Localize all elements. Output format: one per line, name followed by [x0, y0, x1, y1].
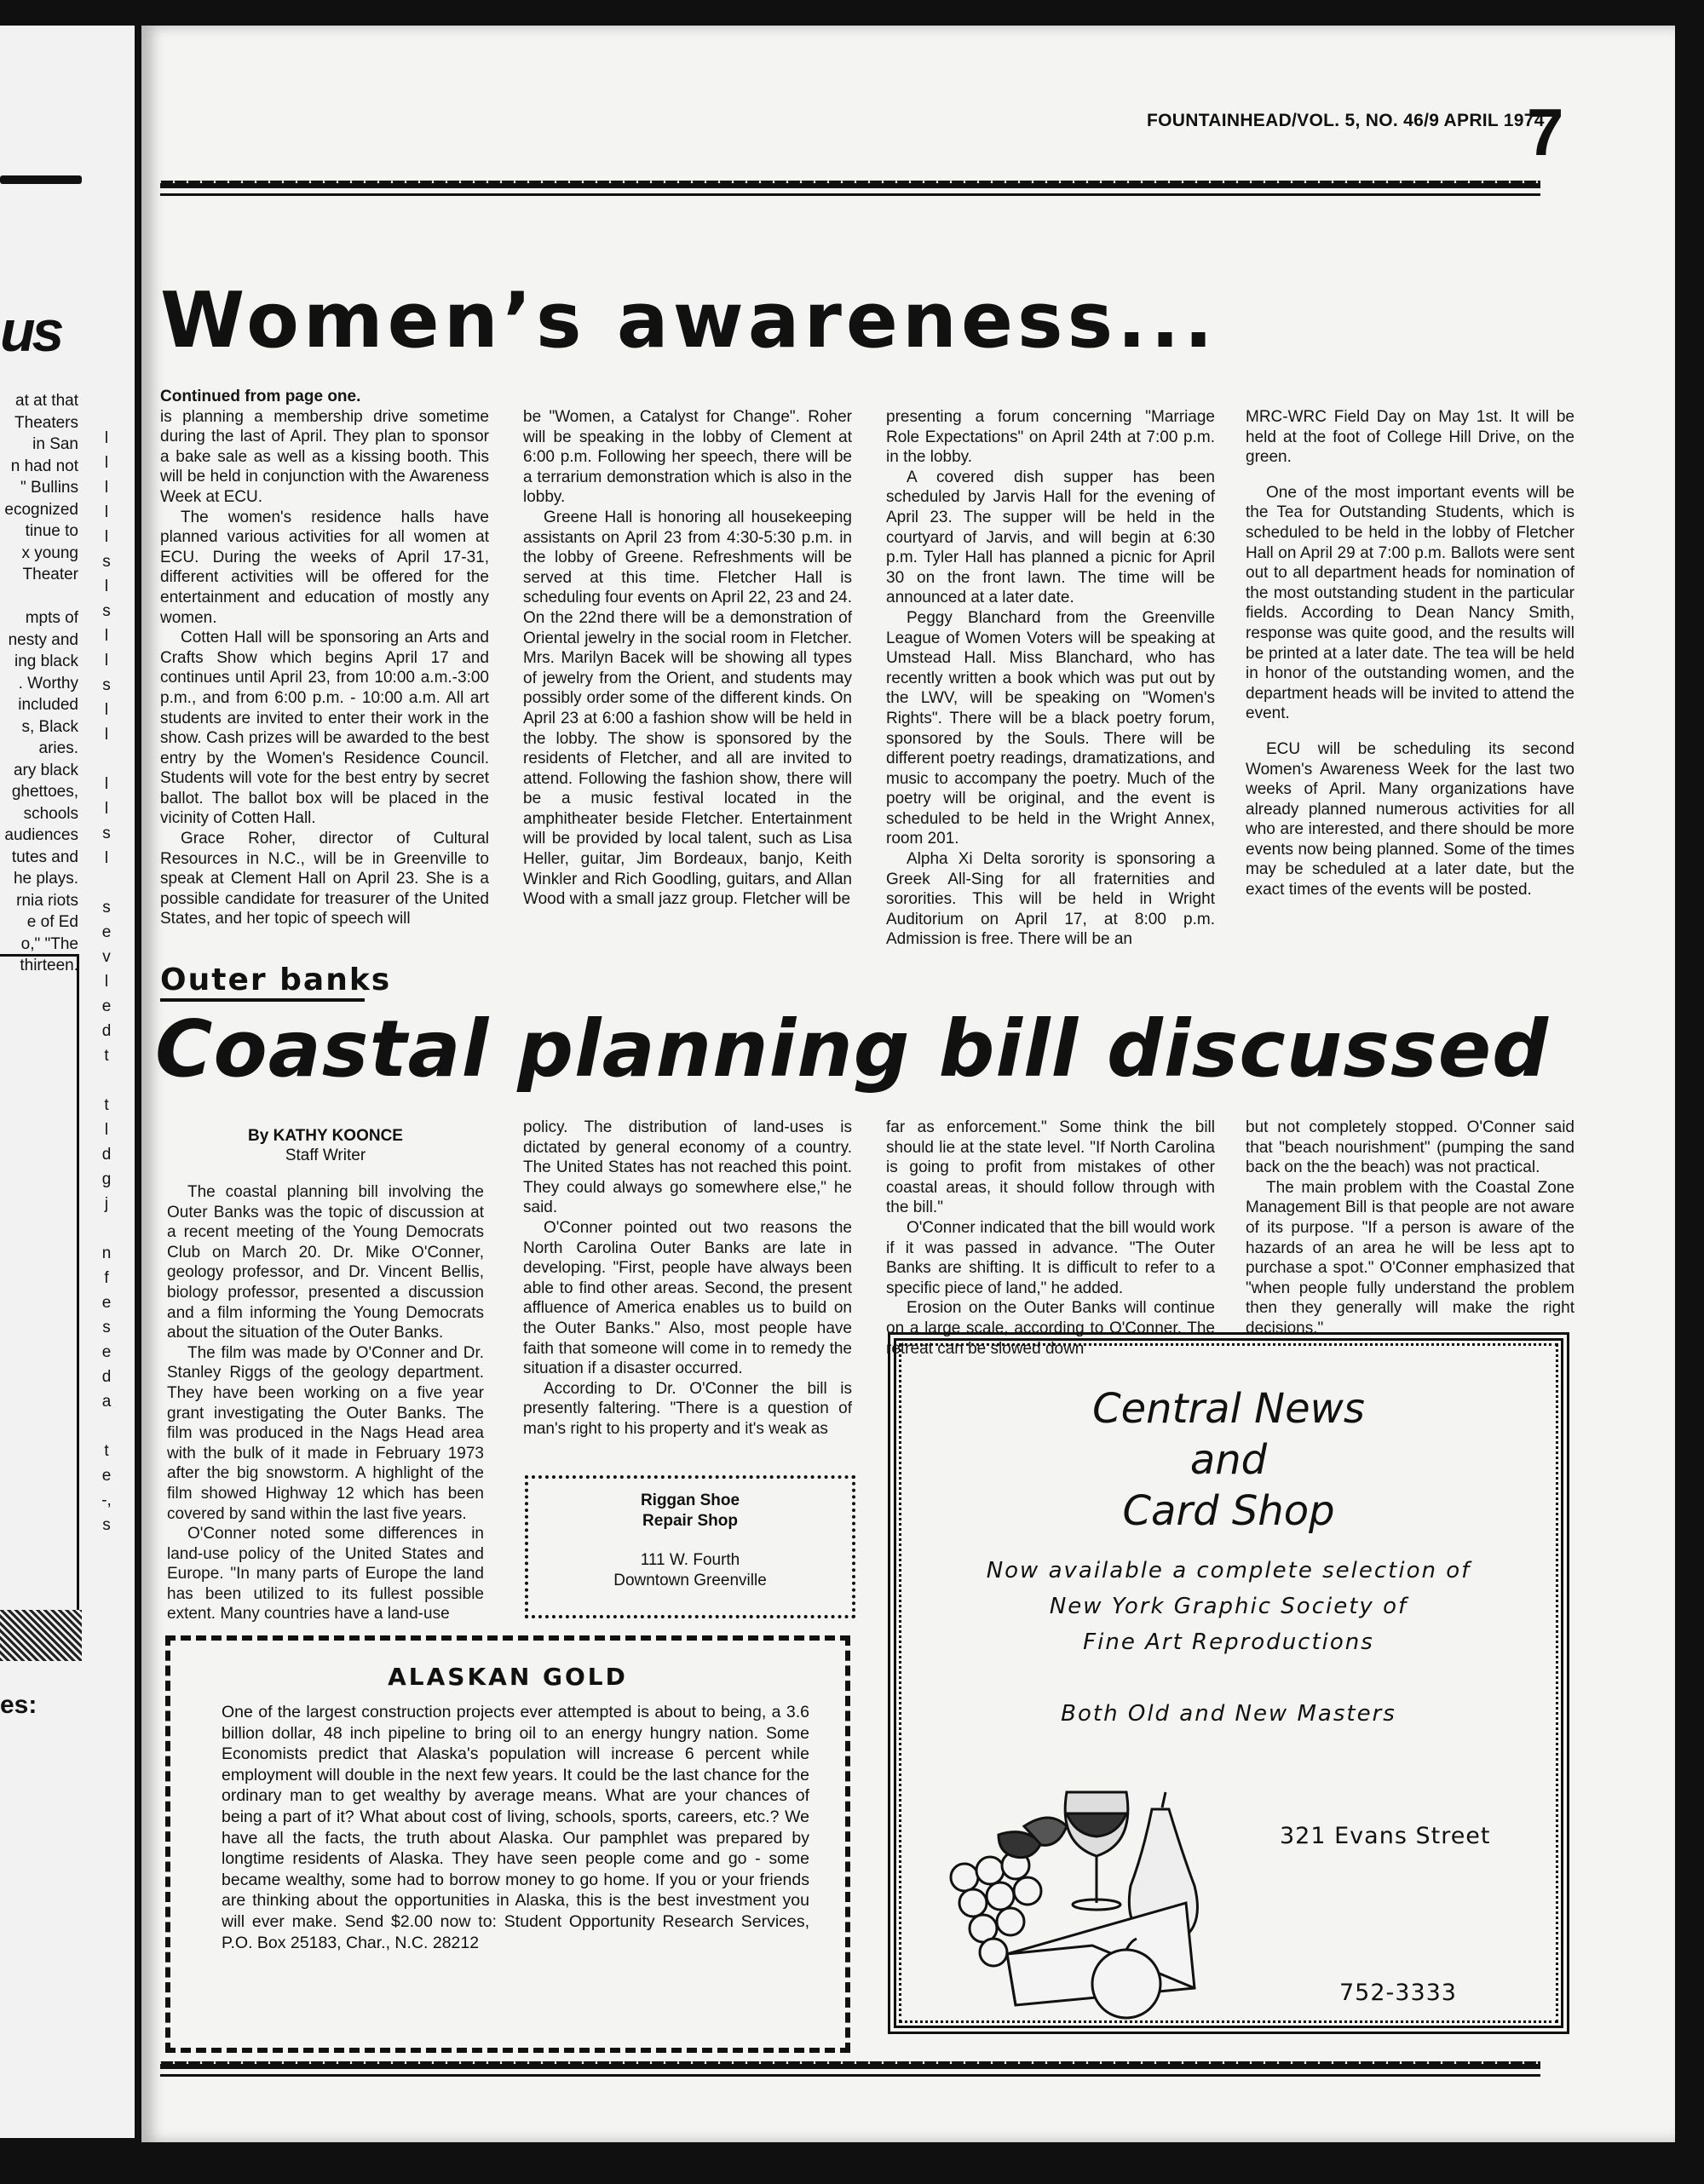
side-letter: d [101, 1022, 112, 1040]
side-letter [94, 747, 119, 772]
side-letter: l [104, 652, 109, 670]
side-letter: n [101, 1244, 112, 1262]
text-fragment: included [18, 696, 78, 714]
text-fragment: aries. [38, 739, 78, 757]
text-fragment: rnia riots [16, 891, 78, 910]
text-fragment: s, Black [21, 717, 78, 736]
side-letter [94, 1216, 119, 1241]
text-fragment: mpts of [25, 609, 78, 627]
paragraph: but not completely stopped. O'Conner said that "beach nourishment" (pumping the sand back on the the beach) was not practical. [1246, 1118, 1574, 1177]
ad-subtitle-line: Now available a complete selection of [986, 1558, 1471, 1583]
side-letter: l [104, 578, 109, 595]
headline-coastal-planning: Coastal planning bill discussed [155, 1003, 1550, 1095]
ad-address-line: 111 W. Fourth [640, 1551, 740, 1569]
byline [167, 1126, 484, 1165]
ad-title-line: and [1189, 1436, 1268, 1484]
ad-subtitle-line: Both Old and New Masters [1061, 1701, 1396, 1727]
side-letter: e [101, 923, 112, 941]
paragraph: Cotten Hall will be sponsoring an Arts and Crafts Show which begins April 17 and continues until April 23, from 10:00 a.m.-3:00 p.m., and from 6:00 p.m. - 10:00 a.m. All art students are invited to enter their work in the show. Cash prizes will be awarded to the best entry by the Women's Residence Council. Students will vote for the best entry by secret ballot. The ballot box will be placed in the vicinity of Cotten Hall. [160, 629, 489, 828]
paragraph: is planning a membership drive sometime during the last of April. They plan to sponsor a bake sale as well as a kissing booth. This will be held in conjunction with the Awareness Week at ECU. [160, 407, 489, 506]
side-letter: d [101, 1368, 112, 1386]
side-letter: l [104, 973, 109, 991]
text-fragment: ecognized [4, 500, 78, 519]
side-letter: l [104, 849, 109, 867]
side-letter: l [104, 429, 109, 447]
ad-title-line: Card Shop [1122, 1487, 1335, 1535]
byline-title: Staff Writer [285, 1147, 366, 1164]
side-letter: -, [101, 1491, 112, 1509]
ad-name-line: Repair Shop [642, 1512, 738, 1530]
paragraph: The women's residence halls have planned various activities for all women at ECU. During the weeks of April 17-31, different activities will be offered for the entertainment and education of mostly any women. [160, 508, 489, 627]
text-fragment: at at that [15, 392, 78, 410]
paragraph: O'Conner noted some differences in land-use policy of the United States and Europe. "In many parts of Europe the land has been utilized to its fullest possible extent. Many countries have a land-use [167, 1525, 484, 1624]
paragraph: O'Conner indicated that the bill would work if it was passed in advance. "The Outer Banks are shifting. It is difficult to refer to a specific piece of land," he added. [886, 1218, 1215, 1297]
text-fragment: o," "The [20, 934, 78, 953]
side-letter [94, 1414, 119, 1439]
paragraph: Alpha Xi Delta sorority is sponsoring a Greek All-Sing for all fraternities and sororities. This will be held in Wright Auditorium on April 17, at 8:00 p.m. Admission is free. There will be an [886, 850, 1215, 949]
side-letter: s [102, 602, 111, 620]
paragraph: The coastal planning bill involving the Outer Banks was the topic of discussion at a recent meeting of the Young Democrats Club on March 20. Dr. Mike O'Conner, geology professor, and Dr. Vincent Bellis, biology professor, presented a discussion and a film informing the Young Democrats about the situation of the Outer Banks. [167, 1183, 484, 1342]
ad-address: 321 Evans Street [1280, 1823, 1491, 1849]
text-fragment: nesty and [8, 630, 78, 649]
paragraph: Erosion on the Outer Banks will continue on a large scale, according to O'Conner. The retreat can be slowed down [886, 1299, 1215, 1358]
side-letter: j [104, 1195, 109, 1213]
ad-title: ALASKAN GOLD [388, 1663, 628, 1691]
side-letter: l [104, 627, 109, 645]
text-fragment: schools [23, 804, 78, 823]
text-fragment: ary black [13, 761, 78, 779]
ad-name-line: Riggan Shoe [640, 1491, 740, 1509]
side-letter: f [104, 1269, 109, 1287]
text-fragment: in San [32, 435, 78, 453]
ad-subtitle-line: New York Graphic Society of [1049, 1594, 1408, 1619]
adjacent-page-strip [0, 26, 135, 2138]
paragraph: Greene Hall is honoring all housekeeping assistants on April 23 from 4:30-5:30 p.m. in the lobby of Greene. Refreshments will be served at this time. Fletcher Hall is scheduling four events on April 22, 23 and 24. On the 22nd there will be a demonstration of Oriental jewelry in the social room in Fletcher. Mrs. Marilyn Bacek will be showing all types of jewelry from the Orient, and students may possibly order some of the different kinds. On April 23 at 6:00 a fashion show will be held in the lobby. The show is sponsored by the residents of Fletcher, and all are invited to attend. Following the fashion show, there will be a music festival located in the amphitheater beside Fletcher. Entertainment will be provided by local talent, such as Lisa Heller, guitar, Jim Bordeaux, banjo, Keith Winkler and Rich Goodling, guitars, and Allan Wood with a small jazz group. Fletcher will be [523, 508, 852, 909]
paragraph: The film was made by O'Conner and Dr. Stanley Riggs of the geology department. They have been working on a five year grant investigating the Outer Banks. The film was produced in the Nags Head area with the bulk of it made in February 1973 after the big snowstorm. A highlight of the film showed Highway 12 which has been covered by sand within the last five years. [167, 1343, 484, 1523]
article2-column-4 [1246, 1118, 1574, 1339]
side-letter: s [102, 676, 111, 694]
side-letter: l [104, 726, 109, 744]
text-fragment: audiences [4, 826, 78, 844]
paragraph: presenting a forum concerning "Marriage Role Expectations" on April 24th at 7:00 p.m. in the lobby. [886, 408, 1215, 467]
side-letter: l [104, 479, 109, 497]
side-letter: e [101, 1343, 112, 1361]
side-letter: t [104, 1047, 109, 1065]
paragraph: Peggy Blanchard from the Greenville League of Women Voters will be speaking at Umstead Hall. Miss Blanchard, who has recently written a book which was put out by the LWV, will be speaking on "Women's Rights". There will be a black poetry forum, sponsored by the Souls. There will be different poetry readings, dramatizations, and music to accompany the poetry. Much of the poetry will be original, and the event is scheduled to be held in the Wright Annex, room 201. [886, 608, 1215, 848]
riggan-shoe-ad [525, 1475, 855, 1618]
text-fragment [2, 586, 78, 608]
text-fragment: tutes and [11, 848, 78, 866]
continued-line: Continued from page one. [160, 388, 361, 405]
side-letter [94, 1068, 119, 1093]
side-letter: t [104, 1096, 109, 1114]
rule-bar [0, 175, 82, 184]
side-letter: s [102, 899, 111, 917]
side-letter: s [102, 1319, 111, 1336]
text-fragment: thirteen. [20, 957, 78, 974]
paragraph: far as enforcement." Some think the bill should lie at the state level. "If North Carolina is going to profit from mistakes of other coastal areas, it should follow through with the bill." [886, 1118, 1215, 1217]
paragraph: MRC-WRC Field Day on May 1st. It will be held at the foot of College Hill Drive, on the green. [1246, 408, 1574, 467]
top-wavy-rule [160, 181, 1540, 196]
folio-line: FOUNTAINHEAD/VOL. 5, NO. 46/9 APRIL 1974 [1147, 111, 1545, 130]
text-fragment: e of Ed [26, 913, 78, 931]
box-fragment: es: [0, 1691, 37, 1719]
side-letter: l [104, 528, 109, 546]
side-letter: l [104, 775, 109, 793]
text-fragment: " Bullins [20, 479, 78, 497]
side-letter: s [102, 825, 111, 842]
bottom-wavy-rule [160, 2061, 1540, 2077]
side-letter: e [101, 1294, 112, 1312]
side-letter [94, 871, 119, 895]
paragraph: One of the most important events will be the Tea for Outstanding Students, which is scheduled to be held in the lobby of Fletcher Hall on April 29 at 7:00 p.m. Ballots were sent out to all department heads for nomination of the most outstanding student in the particular fields. According to Dean Nancy Smith, response was quite good, and the results will be printed at a later date. The tea will be held in honor of the outstanding women, and the department heads will be invited to attend the event. [1246, 483, 1574, 723]
article1-column-1 [160, 387, 489, 929]
article2-column-1 [167, 1182, 484, 1624]
page-number: 7 [1527, 95, 1564, 170]
paragraph: policy. The distribution of land-uses is dictated by general economy of a country. The United States has not reached this point. They could always go somewhere else," he said. [523, 1118, 852, 1217]
byline-name: By KATHY KOONCE [248, 1127, 403, 1145]
article1-column-3 [886, 407, 1215, 950]
text-fragment: ing black [14, 652, 78, 670]
text-fragment: Theater [22, 566, 78, 583]
newspaper-page [141, 26, 1675, 2142]
ad-body: One of the largest construction projects ever attempted is about to being, a 3.6 billion dollar, 48 inch pipeline to bring oil to an energy hungry nation. Some Economists predict that Alaska's population will increase 6 percent while employment will double in the next few years. It could be the last chance for the ordinary man to get wealthy by average means. What are your chances of being a part of it? What about cost of living, schools, sports, careers, etc.? We have all the facts, the truth about Alaska. Our pamphlet was prepared by longtime residents of Alaska. They have seen people come and go - some became wealthy, some had to borrow money to go home. If you or your friends are thinking about the opportunities in Alaska, this is the best investment you will ever make. Send $2.00 now to: Student Opportunity Research Services, P.O. Box 25183, Char., N.C. 28212 [222, 1703, 809, 1952]
box-edge [0, 954, 79, 1624]
text-fragment: x young [21, 543, 78, 562]
ad-phone: 752-3333 [1339, 1980, 1457, 2006]
paragraph: Grace Roher, director of Cultural Resources in N.C., will be in Greenville to speak at Clement Hall on April 23. She is a possible candidate for treasurer of the United States, and her topic of speech will [160, 830, 489, 928]
side-letter: e [101, 1467, 112, 1485]
side-letter: l [104, 503, 109, 521]
text-fragment: tinue to [25, 522, 78, 540]
article2-column-3 [886, 1118, 1215, 1359]
paragraph: The main problem with the Coastal Zone Management Bill is that people are not aware of its purpose. "If a person is aware of the hazards of an area he will be less apt to purchase a spot." O'Conner emphasized that "when people fully understand the problem then they generally will make the right decisions." [1246, 1178, 1574, 1337]
text-fragment: n had not [10, 457, 78, 475]
paragraph: A covered dish supper has been scheduled by Jarvis Hall for the evening of April 23. The supper will be held in the courtyard of Jarvis, and will begin at 6:30 p.m. Tyler Hall has planned a picnic for April 30 on the front lawn. The time will be announced at a later date. [886, 468, 1215, 607]
paragraph: be "Women, a Catalyst for Change". Roher will be speaking in the lobby of Clement at 6:00 p.m. Following her speech, there will be a terrarium demonstration which is also in the lobby. [523, 408, 852, 507]
headline-womens-awareness: Women’s awareness... [160, 276, 1218, 365]
text-fragment: . Worthy [18, 674, 78, 693]
side-letter: t [104, 1442, 109, 1460]
ad-address-line: Downtown Greenville [613, 1572, 767, 1589]
side-letter: l [104, 701, 109, 719]
text-fragment: he plays. [13, 870, 78, 888]
ad-title-line: Central News [1092, 1385, 1365, 1433]
article2-column-2 [523, 1118, 852, 1440]
central-news-ad [888, 1332, 1569, 2034]
side-letter: l [104, 454, 109, 472]
paragraph: According to Dr. O'Conner the bill is presently faltering. "There is a question of man's right to his property and it's weak as [523, 1379, 852, 1438]
side-letter: l [104, 800, 109, 818]
ad-subtitle-line: Fine Art Reproductions [1083, 1629, 1374, 1655]
kicker-outer-banks: Outer banks [160, 963, 392, 997]
side-letter: d [101, 1146, 112, 1164]
text-fragment: Theaters [14, 413, 78, 432]
side-letter-column [94, 426, 119, 1537]
side-letter: s [102, 1516, 111, 1534]
paragraph: ECU will be scheduling its second Women's Awareness Week for the last two weeks of April. Many organizations have already planned numerous activities for all who are interested, and there should be more events now being planned. Some of the times may be scheduled at a later date, but the exact times of the events will be posted. [1246, 739, 1574, 899]
halftone-block [0, 1610, 82, 1661]
paragraph: O'Conner pointed out two reasons the North Carolina Outer Banks are late in developing. "First, people have always been able to find other areas. Second, the present affluence of America enables us to build on the Outer Banks." Also, most people have faith that someone will come in to remedy the situation if a disaster occurred. [523, 1218, 852, 1378]
side-letter: g [101, 1170, 112, 1188]
side-letter: a [101, 1393, 112, 1411]
article1-column-4 [1246, 407, 1574, 900]
headline-fragment: us [0, 299, 61, 364]
text-fragments [2, 390, 78, 977]
kicker-underline [160, 998, 365, 1002]
wine-cheese-fruit-illustration [939, 1775, 1246, 2022]
text-fragment: ghettoes, [11, 783, 78, 801]
side-letter: e [101, 997, 112, 1015]
side-letter: l [104, 1121, 109, 1139]
article1-column-2 [523, 407, 852, 910]
side-letter: v [102, 948, 111, 966]
side-letter: s [102, 553, 111, 571]
alaskan-gold-ad [165, 1635, 850, 2053]
